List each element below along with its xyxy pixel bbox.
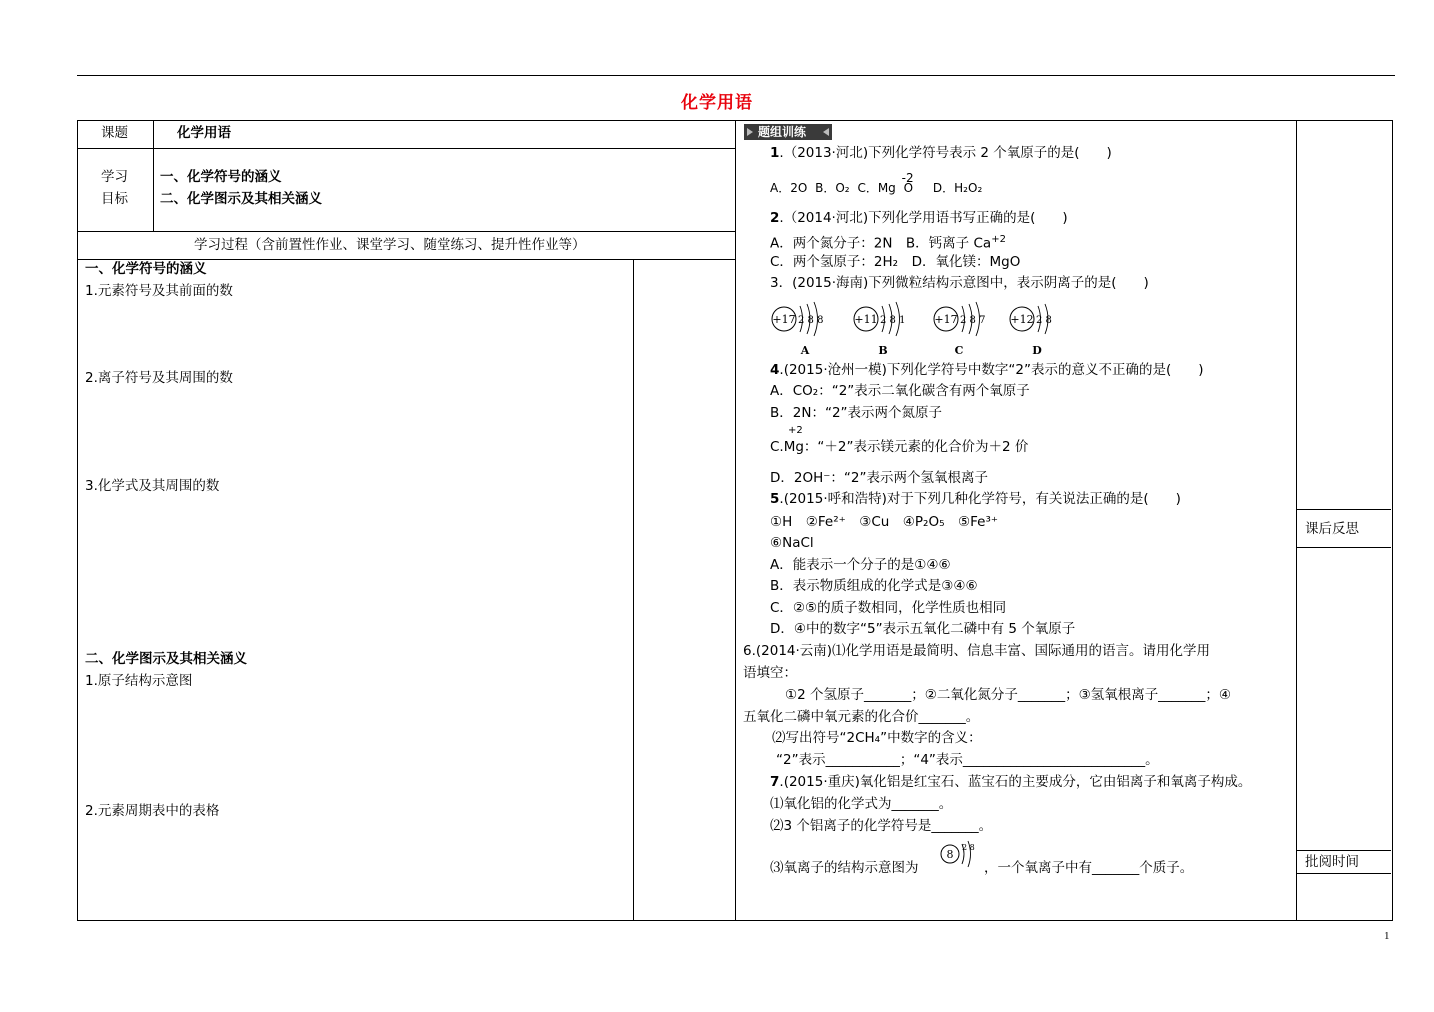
process-header: 学习过程（含前置性作业、课堂学习、随堂练习、提升性作业等） bbox=[194, 237, 586, 253]
goal-item-1: 一、化学符号的涵义 bbox=[160, 169, 282, 185]
q3-atom-b bbox=[854, 302, 905, 357]
q2-options-ab: A．两个氮分子：2N B．钙离子 Ca bbox=[770, 235, 992, 252]
q3-atom-a-label: A bbox=[800, 344, 810, 357]
triangle-right-icon bbox=[747, 128, 753, 136]
q1-options bbox=[770, 171, 983, 197]
topic-value: 化学用语 bbox=[177, 125, 231, 141]
q4-number: 4 bbox=[770, 362, 780, 378]
row-divider-1 bbox=[77, 148, 735, 149]
row-divider-2 bbox=[77, 231, 735, 232]
margin-divider-4 bbox=[1296, 873, 1391, 874]
page-number: 1 bbox=[1384, 930, 1390, 942]
section-1-item-2: 2.离子符号及其周围的数 bbox=[85, 370, 233, 386]
section-1-item-1: 1.元素符号及其前面的数 bbox=[85, 283, 233, 299]
q3-atom-b-label: B bbox=[878, 344, 888, 357]
q5-symbols-line2: ⑥NaCl bbox=[770, 535, 814, 551]
exercise-banner bbox=[744, 124, 832, 140]
divider-right-margin bbox=[1296, 120, 1297, 920]
q4-stem bbox=[770, 361, 1204, 379]
q3-atom-c-shells: 2 8 7 bbox=[960, 315, 986, 326]
q2-text: .（2014·河北)下列化学用语书写正确的是( ) bbox=[779, 210, 1068, 226]
q6-line-1: 6.(2014·云南)⑴化学用语是最简明、信息丰富、国际通用的语言。请用化学用 bbox=[743, 643, 1211, 659]
q5-option-a: A．能表示一个分子的是①④⑥ bbox=[770, 557, 951, 573]
q6-line-4: 五氧化二磷中氧元素的化合价_______。 bbox=[743, 709, 980, 725]
q2-number: 2 bbox=[770, 210, 780, 226]
section-2-item-2: 2.元素周期表中的表格 bbox=[85, 803, 220, 819]
q1-number: 1 bbox=[770, 145, 780, 161]
q1-option-c-symbol bbox=[901, 171, 917, 195]
q7-oxygen-ion-diagram bbox=[938, 836, 984, 872]
q3-atom-c-nucleus: +17 bbox=[934, 313, 958, 326]
q7-line-3b: ，一个氧离子中有_______个质子。 bbox=[984, 860, 1194, 876]
section-2-title: 二、化学图示及其相关涵义 bbox=[85, 651, 247, 667]
divider-left-right bbox=[735, 120, 736, 920]
q4-option-b: B．2N：“2”表示两个氮原子 bbox=[770, 405, 943, 421]
header-rule bbox=[77, 75, 1395, 76]
q1-option-c-charge: -2 bbox=[901, 171, 914, 185]
q3-atom-d bbox=[1010, 304, 1052, 357]
margin-divider-3 bbox=[1296, 850, 1391, 851]
q2-options-line2: C．两个氢原子：2H₂ D．氧化镁：MgO bbox=[770, 254, 1021, 270]
q7-text: .(2015·重庆)氧化铝是红宝石、蓝宝石的主要成分，它由铝离子和氧离子构成。 bbox=[779, 774, 1252, 790]
goal-label-line2: 目标 bbox=[101, 191, 128, 207]
q1-stem bbox=[770, 144, 1112, 162]
q7-diagram-nucleus: 8 bbox=[946, 848, 954, 861]
q3-structure-diagrams bbox=[765, 294, 1075, 362]
section-1-item-3: 3.化学式及其周围的数 bbox=[85, 478, 220, 494]
q5-symbols-line1: ①H ②Fe²⁺ ③Cu ④P₂O₅ ⑤Fe³⁺ bbox=[770, 514, 998, 530]
q6-line-6: “2”表示___________；“4”表示___________________________。 bbox=[776, 752, 1159, 768]
q4-option-c: C.Mg：“＋2”表示镁元素的化合价为＋2 价 bbox=[770, 439, 1029, 455]
q3-atom-d-nucleus: +12 bbox=[1010, 313, 1034, 326]
q6-line-5: ⑵写出符号“2CH₄”中数字的含义： bbox=[772, 730, 982, 746]
q1-text: .（2013·河北)下列化学符号表示 2 个氧原子的是( ) bbox=[779, 145, 1112, 161]
reflection-label: 课后反思 bbox=[1305, 521, 1359, 537]
q2-options-line1 bbox=[770, 231, 1006, 253]
q3-atom-a-nucleus: +17 bbox=[772, 313, 796, 326]
divider-notes-col bbox=[633, 259, 634, 920]
q5-stem bbox=[770, 490, 1181, 508]
q3-stem: 3．(2015·海南)下列微粒结构示意图中，表示阴离子的是( ) bbox=[770, 275, 1149, 291]
q4-option-d: D．2OH⁻：“2”表示两个氢氧根离子 bbox=[770, 470, 988, 486]
q3-atom-c bbox=[934, 302, 985, 357]
q1-option-d: D．H₂O₂ bbox=[932, 181, 983, 195]
q3-atom-b-nucleus: +11 bbox=[854, 313, 878, 326]
q7-number: 7 bbox=[770, 774, 780, 790]
q1-option-b: B．O₂ bbox=[815, 181, 850, 195]
review-time-label: 批阅时间 bbox=[1305, 854, 1359, 870]
q2-stem bbox=[770, 209, 1068, 227]
q3-atom-d-shells: 2 8 bbox=[1036, 315, 1052, 326]
q7-stem bbox=[770, 773, 1251, 791]
q3-atom-c-label: C bbox=[954, 344, 964, 357]
q5-option-d: D．④中的数字“5”表示五氧化二磷中有 5 个氧原子 bbox=[770, 621, 1076, 637]
exercise-banner-label: 题组训练 bbox=[758, 125, 807, 139]
section-2-item-1: 1.原子结构示意图 bbox=[85, 673, 193, 689]
section-1-title: 一、化学符号的涵义 bbox=[85, 261, 207, 277]
q7-line-2: ⑵3 个铝离子的化学符号是_______。 bbox=[770, 818, 993, 834]
divider-label-col bbox=[153, 120, 154, 232]
q7-line-1: ⑴氧化铝的化学式为_______。 bbox=[770, 796, 953, 812]
q5-option-b: B．表示物质组成的化学式是③④⑥ bbox=[770, 578, 978, 594]
q4-text: .(2015·沧州一模)下列化学符号中数字“2”表示的意义不正确的是( ) bbox=[779, 362, 1204, 378]
q1-option-c-element: O bbox=[903, 181, 914, 195]
q2-calcium-charge: +2 bbox=[991, 234, 1006, 245]
topic-label: 课题 bbox=[101, 125, 128, 141]
q6-line-3: ①2 个氢原子_______；②二氧化氮分子_______；③氢氧根离子_______；④ bbox=[785, 687, 1232, 703]
goal-item-2: 二、化学图示及其相关涵义 bbox=[160, 191, 322, 207]
q1-option-c: C．Mg bbox=[857, 181, 896, 195]
q1-option-a: A．2O bbox=[770, 181, 808, 195]
q3-atom-a-shells: 2 8 8 bbox=[798, 315, 824, 326]
q6-line-2: 语填空： bbox=[743, 665, 797, 681]
q5-number: 5 bbox=[770, 491, 780, 507]
q4-option-c-charge: +2 bbox=[788, 425, 803, 436]
document-title: 化学用语 bbox=[681, 93, 753, 113]
q7-diagram-shells: 2 8 bbox=[962, 843, 975, 852]
margin-divider-1 bbox=[1296, 509, 1391, 510]
q5-text: .(2015·呼和浩特)对于下列几种化学符号，有关说法正确的是( ) bbox=[779, 491, 1181, 507]
goal-label-line1: 学习 bbox=[101, 169, 128, 185]
q5-option-c: C．②⑤的质子数相同，化学性质也相同 bbox=[770, 600, 1007, 616]
q3-atom-d-label: D bbox=[1032, 344, 1042, 357]
q3-atom-b-shells: 2 8 1 bbox=[880, 315, 906, 326]
margin-divider-2 bbox=[1296, 547, 1391, 548]
q7-line-3a: ⑶氧离子的结构示意图为 bbox=[770, 860, 919, 876]
triangle-left-icon bbox=[823, 128, 829, 136]
q4-option-a: A．CO₂：“2”表示二氧化碳含有两个氧原子 bbox=[770, 383, 1030, 399]
q3-atom-a bbox=[772, 302, 823, 357]
